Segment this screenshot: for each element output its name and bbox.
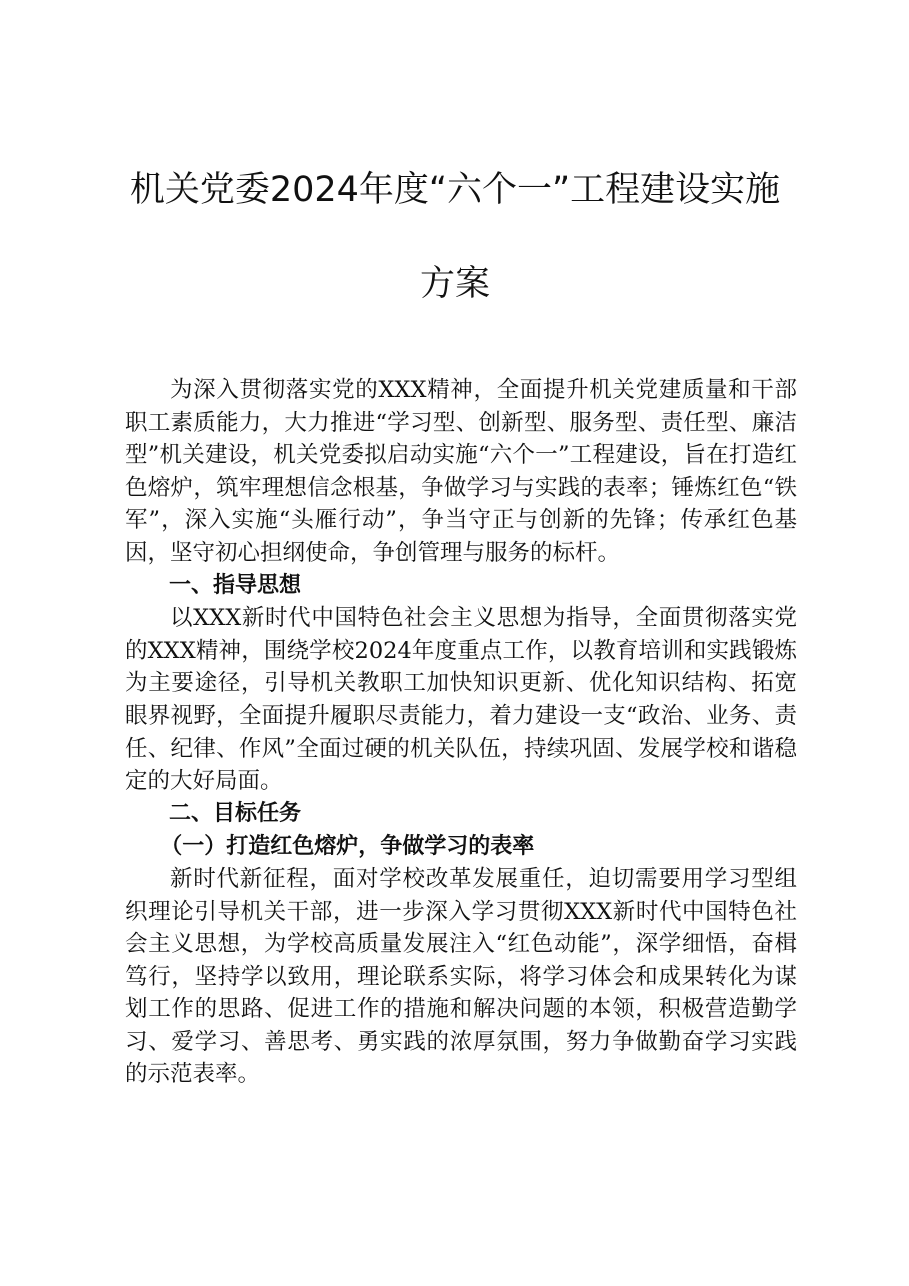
document-title-line2: 方案 xyxy=(419,264,490,304)
section-heading-guiding-ideology: 一、指导思想 xyxy=(169,572,302,598)
red-furnace-paragraph: 新时代新征程，面对学校改革发展重任，迫切需要用学习型组织理论引导机关干部，进一步深入学习贯彻XXX新时代中国特色社会主义思想，为学校高质量发展注入“红色动能”，深学细悟，奋楫笃行，坚持学以致用，理论联系实际，将学习体会和成果转化为谋划工作的思路、促进工作的措施和解决问题的本领，积极营造勤学习、爱学习、善思考、勇实践的浓厚氛围，努力争做勤奋学习实践的示范表率。 xyxy=(125,865,797,1088)
intro-paragraph: 为深入贯彻落实党的XXX精神，全面提升机关党建质量和干部职工素质能力，大力推进“学习型、创新型、服务型、责任型、廉洁型”机关建设，机关党委拟启动实施“六个一”工程建设，旨在打造红色熔炉，筑牢理想信念根基，争做学习与实践的表率；锤炼红色“铁军”，深入实施“头雁行动”，争当守正与创新的先锋；传承红色基因，坚守初心担纲使命，争创管理与服务的标杆。 xyxy=(125,377,797,566)
document-title-line1: 机关党委2024年度“六个一”工程建设实施 xyxy=(129,170,781,210)
subsection-heading-red-furnace: （一）打造红色熔炉，争做学习的表率 xyxy=(160,833,535,860)
guiding-ideology-paragraph: 以XXX新时代中国特色社会主义思想为指导，全面贯彻落实党的XXX精神，围绕学校2024年度重点工作，以教育培训和实践锻炼为主要途径，引导机关教职工加快知识更新、优化知识结构、拓宽眼界视野，全面提升履职尽责能力，着力建设一支“政治、业务、责任、纪律、作风”全面过硬的机关队伍，持续巩固、发展学校和谐稳定的大好局面。 xyxy=(125,605,797,795)
document-body xyxy=(125,374,797,1091)
section-heading-goals: 二、目标任务 xyxy=(169,800,302,826)
